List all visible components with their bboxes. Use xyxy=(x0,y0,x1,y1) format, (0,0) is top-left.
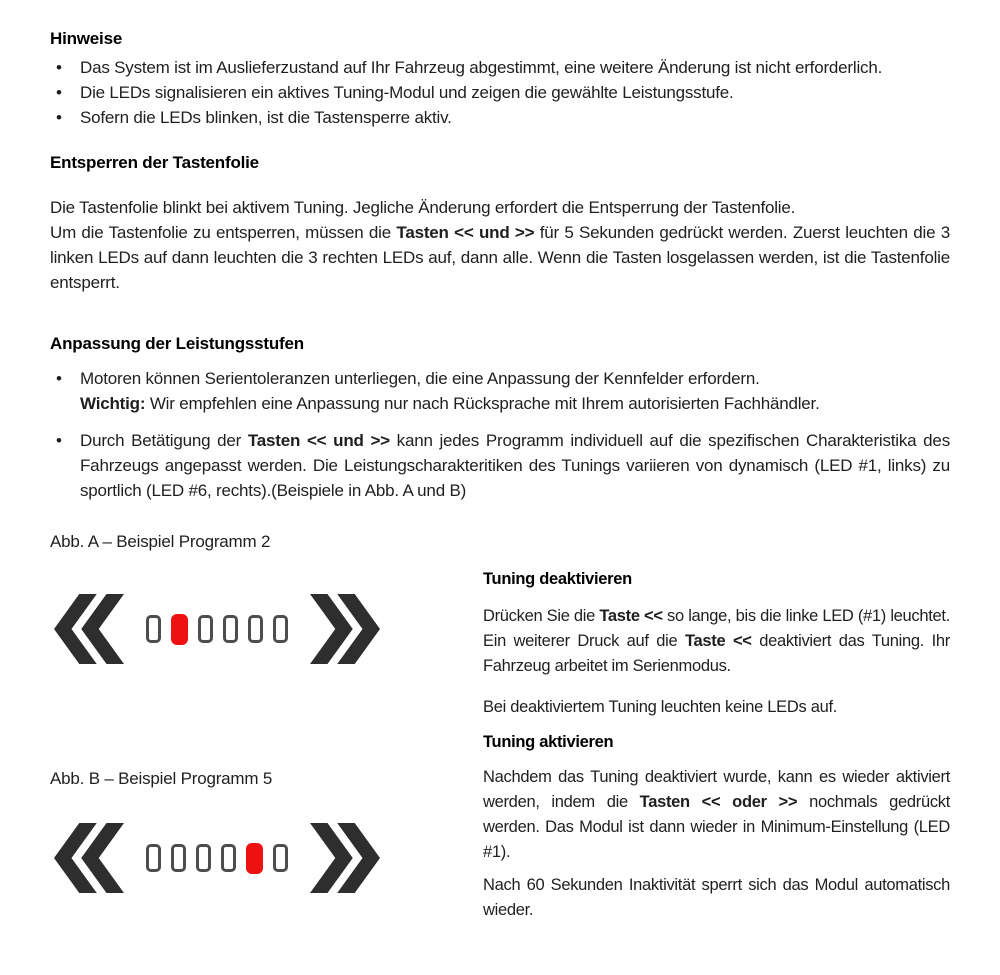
led-indicator-off xyxy=(221,844,236,872)
bullet-icon: • xyxy=(56,108,62,127)
text-segment: Die Tastenfolie blinkt bei aktivem Tuning. Jegliche Änderung erfordert die Entsperrung der Tastenfolie. xyxy=(50,198,796,217)
paragraph-aktivieren-1 xyxy=(483,765,950,865)
led-row xyxy=(146,843,288,874)
led-indicator-off xyxy=(196,844,211,872)
text-segment: Nach 60 Sekunden Inaktivität sperrt sich das Modul automatisch wieder. xyxy=(483,876,950,919)
bold-text-segment: Tasten << und >> xyxy=(396,223,535,242)
bullet-text xyxy=(80,428,950,503)
double-chevron-right-icon xyxy=(310,592,380,666)
led-indicator-off xyxy=(273,844,288,872)
paragraph-entsperren-body xyxy=(50,220,950,295)
paragraph-aktivieren-2 xyxy=(483,873,950,923)
text-segment: Nachdem das Tuning deaktiviert wurde, kann es wieder aktiviert werden, indem die xyxy=(483,768,950,811)
bullet-icon: • xyxy=(56,369,62,388)
led-indicator-off xyxy=(198,615,213,643)
led-indicator-off xyxy=(273,615,288,643)
heading-entsperren: Entsperren der Tastenfolie xyxy=(50,153,259,172)
bold-text-segment: Tasten << und >> xyxy=(247,431,390,450)
list-item xyxy=(50,366,950,416)
bullet-list-hinweise xyxy=(50,55,950,130)
led-indicator-on xyxy=(246,843,263,874)
figures-and-instructions xyxy=(50,529,950,923)
list-item xyxy=(50,80,950,105)
led-row xyxy=(146,614,288,645)
document-body xyxy=(50,26,950,923)
text-segment: Drücken Sie die xyxy=(483,607,600,625)
text-segment: Das System ist im Auslieferzustand auf Ihr Fahrzeug abgestimmt, eine weitere Änderung ist nicht erforderlich. xyxy=(80,58,883,77)
led-indicator-off xyxy=(171,844,186,872)
paragraph-deaktivieren-2 xyxy=(483,695,950,720)
led-indicator-off xyxy=(248,615,263,643)
heading-anpassung: Anpassung der Leistungsstufen xyxy=(50,334,304,353)
figure-a-label: Abb. A – Beispiel Programm 2 xyxy=(50,532,271,551)
double-chevron-left-icon xyxy=(54,821,124,895)
text-segment: nochmals gedrückt werden. Das Modul ist dann wieder in Minimum-Einstellung (LED #1). xyxy=(483,793,951,861)
bullet-icon: • xyxy=(56,431,62,450)
figures-column xyxy=(50,529,483,923)
heading-tuning-aktivieren: Tuning aktivieren xyxy=(483,733,614,751)
heading-hinweise: Hinweise xyxy=(50,29,123,48)
text-segment: für 5 Sekunden gedrückt werden. Zuerst leuchten die 3 linken LEDs auf dann leuchten die 3 rechten LEDs auf, dann alle. Wenn die Tasten losgelassen werden, ist die Tastenfolie entsperrt. xyxy=(50,223,950,292)
text-segment: Sofern die LEDs blinken, ist die Tastensperre aktiv. xyxy=(80,108,452,127)
bullet-list-anpassung xyxy=(50,366,950,503)
text-segment: Um die Tastenfolie zu entsperren, müssen die xyxy=(50,223,397,242)
bullet-text xyxy=(80,80,950,105)
text-segment: Bei deaktiviertem Tuning leuchten keine LEDs auf. xyxy=(483,698,838,716)
figure-a-led-panel xyxy=(54,592,483,666)
bullet-text xyxy=(80,366,950,416)
text-segment: Wir empfehlen eine Anpassung nur nach Rücksprache mit Ihrem autorisierten Fachhändler. xyxy=(145,394,820,413)
instructions-column xyxy=(483,529,950,923)
bold-text-segment: Taste << xyxy=(599,607,663,625)
paragraph-entsperren-line1 xyxy=(50,195,950,220)
paragraph-entsperren xyxy=(50,195,950,295)
led-indicator-off xyxy=(146,844,161,872)
text-segment: kann jedes Programm individuell auf die spezifischen Charakteristika des Fahrzeugs angepasst werden. Die Leistungscharakteritiken des Tunings variieren von dynamisch (LED #1, links) zu sportlich (LED #6, rechts).(Beispiele in Abb. A und B) xyxy=(80,431,950,500)
bold-text-segment: Wichtig: xyxy=(80,394,146,413)
double-chevron-right-icon xyxy=(310,821,380,895)
figure-b-led-panel xyxy=(54,821,483,895)
bullet-icon: • xyxy=(56,83,62,102)
text-segment: Die LEDs signalisieren ein aktives Tuning-Modul und zeigen die gewählte Leistungsstufe. xyxy=(80,83,734,102)
bold-text-segment: Tasten << oder >> xyxy=(639,793,798,811)
list-item xyxy=(50,55,950,80)
figure-b-label: Abb. B – Beispiel Programm 5 xyxy=(50,769,273,788)
bullet-text xyxy=(80,105,950,130)
paragraph-deaktivieren-1 xyxy=(483,604,950,679)
bullet-icon: • xyxy=(56,58,62,77)
text-segment: Durch Betätigung der xyxy=(80,431,248,450)
text-segment: deaktiviert das Tuning. Ihr Fahrzeug arbeitet im Serienmodus. xyxy=(483,632,950,675)
double-chevron-left-icon xyxy=(54,592,124,666)
list-item xyxy=(50,105,950,130)
led-indicator-off xyxy=(223,615,238,643)
bold-text-segment: Taste << xyxy=(684,632,752,650)
text-segment: so lange, bis die linke LED (#1) leuchtet. Ein weiterer Druck auf die xyxy=(483,607,950,650)
list-item xyxy=(50,428,950,503)
bullet-text xyxy=(80,55,950,80)
text-segment: Motoren können Serientoleranzen unterliegen, die eine Anpassung der Kennfelder erfordern. xyxy=(80,369,760,388)
led-indicator-on xyxy=(171,614,188,645)
heading-tuning-deaktivieren: Tuning deaktivieren xyxy=(483,570,632,588)
led-indicator-off xyxy=(146,615,161,643)
